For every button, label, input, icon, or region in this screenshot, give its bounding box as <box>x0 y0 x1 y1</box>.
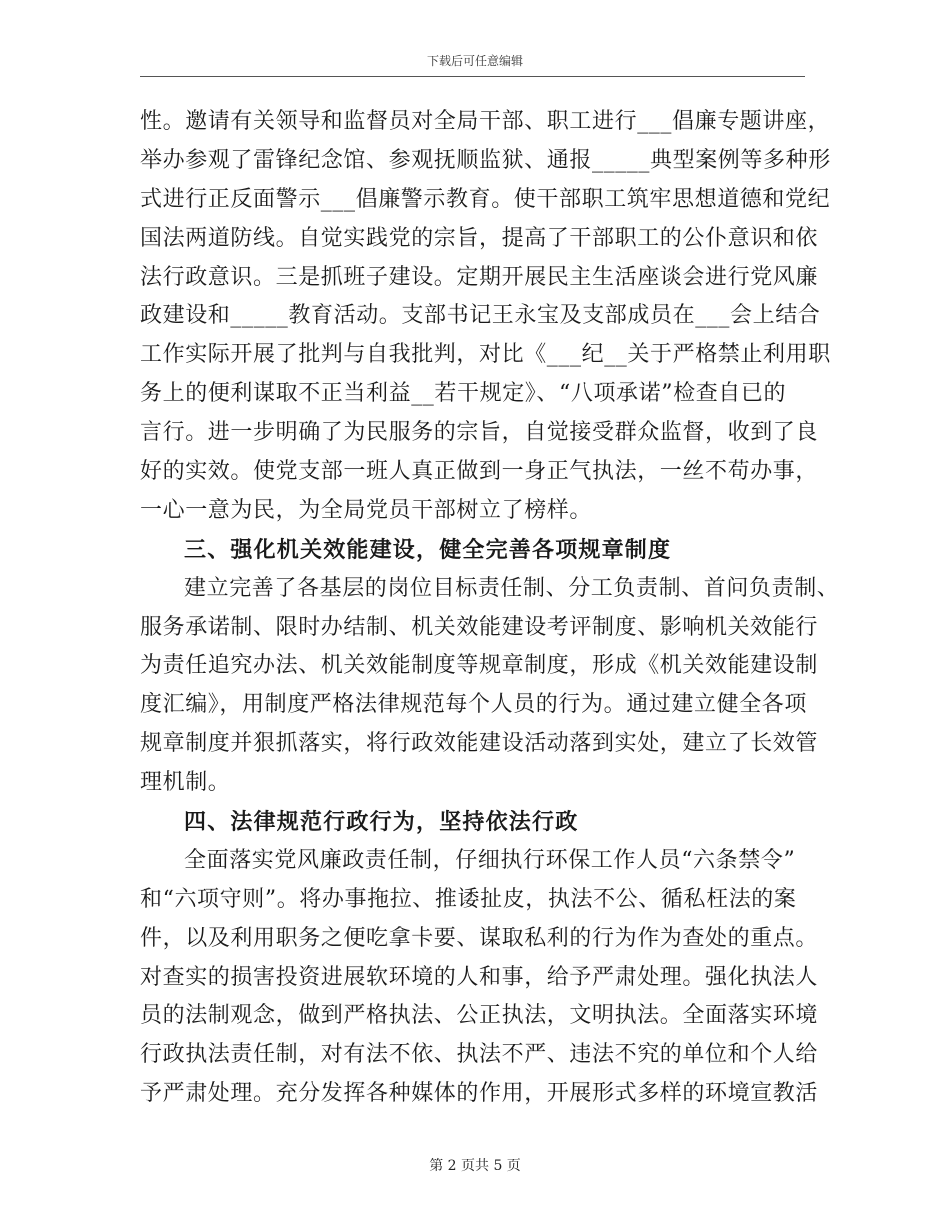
body-line: 行政执法责任制，对有法不依、执法不严、违法不究的单位和个人给 <box>140 1042 819 1068</box>
body-line: 性。邀请有关领导和监督员对全局干部、职工进行___倡廉专题讲座， <box>140 109 831 134</box>
body-line: 言行。进一步明确了为民服务的宗旨，自觉接受群众监督，收到了良 <box>140 420 819 446</box>
page-header: 下载后可任意编辑 <box>426 54 523 68</box>
body-line: 为责任追究办法、机关效能制度等规章制度，形成《机关效能建设制 <box>140 653 819 679</box>
body-line: 一心一意为民，为全局党员干部树立了榜样。 <box>140 497 593 523</box>
body-line: 件，以及利用职务之便吃拿卡要、谋取私利的行为作为查处的重点。 <box>140 925 819 951</box>
body-line: 理机制。 <box>140 770 231 796</box>
body-line: 服务承诺制、限时办结制、机关效能建设考评制度、影响机关效能行 <box>140 614 819 640</box>
header-divider <box>140 76 805 77</box>
body-line: 政建设和_____教育活动。支部书记王永宝及支部成员在___会上结合 <box>140 303 821 329</box>
body-line: 全面落实党风廉政责任制，仔细执行环保工作人员“六条禁令” <box>184 847 796 873</box>
body-line: 务上的便利谋取不正当利益__若干规定》、“八项承诺”检查自已的 <box>140 381 787 407</box>
body-line: 式进行正反面警示___倡廉警示教育。使干部职工筑牢思想道德和党纪 <box>140 186 831 212</box>
body-line: 工作实际开展了批判与自我批判，对比《___纪__关于严格禁止利用职 <box>140 342 831 368</box>
document-body <box>140 103 840 1114</box>
body-line: 法行政意识。三是抓班子建设。定期开展民主生活座谈会进行党风廉 <box>140 264 819 290</box>
page-number-footer: 第 2 页共 5 页 <box>429 1158 521 1174</box>
body-line: 对查实的损害投资进展软环境的人和事，给予严肃处理。强化执法人 <box>140 964 819 990</box>
body-line: 和“六项守则”。将办事拖拉、推诿扯皮，执法不公、循私枉法的案 <box>140 886 797 912</box>
body-line: 予严肃处理。充分发挥各种媒体的作用，开展形式多样的环境宣教活 <box>140 1081 819 1107</box>
section-heading: 四、法律规范行政行为，坚持依法行政 <box>184 809 579 836</box>
body-line: 规章制度并狠抓落实，将行政效能建设活动落到实处，建立了长效管 <box>140 731 819 757</box>
section-heading: 三、强化机关效能建设，健全完善各项规章制度 <box>184 536 672 563</box>
body-line: 建立完善了各基层的岗位目标责任制、分工负责制、首问负责制、 <box>184 575 840 601</box>
body-line: 员的法制观念，做到严格执法、公正执法，文明执法。全面落实环境 <box>140 1003 819 1029</box>
body-line: 好的实效。使党支部一班人真正做到一身正气执法，一丝不苟办事， <box>140 459 819 485</box>
body-line: 度汇编》，用制度严格法律规范每个人员的行为。通过建立健全各项 <box>140 692 808 718</box>
body-line: 国法两道防线。自觉实践党的宗旨，提高了干部职工的公仆意识和依 <box>140 225 819 251</box>
body-line: 举办参观了雷锋纪念馆、参观抚顺监狱、通报_____典型案例等多种形 <box>140 147 831 173</box>
